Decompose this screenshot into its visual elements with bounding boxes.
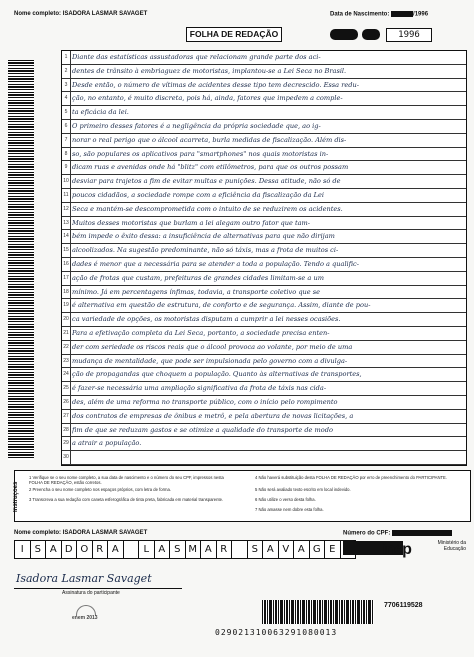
name-cell: S bbox=[30, 540, 47, 559]
line-number: 15 bbox=[62, 244, 71, 257]
instructions-box bbox=[14, 470, 471, 522]
essay-line bbox=[62, 189, 466, 203]
name-cell: O bbox=[76, 540, 93, 559]
name-cell: A bbox=[45, 540, 62, 559]
instructions-title: Instruções bbox=[13, 481, 19, 513]
essay-line bbox=[62, 327, 466, 341]
redaction-block bbox=[330, 29, 358, 40]
line-number: 13 bbox=[62, 217, 71, 230]
name-cell: M bbox=[185, 540, 202, 559]
line-text: mudança de mentalidade, que pode ser impulsionada pelo governo com a divulga- bbox=[72, 356, 348, 365]
essay-line bbox=[62, 217, 466, 231]
signature-line bbox=[14, 588, 182, 589]
line-number: 26 bbox=[62, 396, 71, 409]
line-text: des, além de uma reforma no transporte público, com o início pelo rompimento bbox=[72, 398, 338, 406]
bottom-barcode bbox=[262, 600, 374, 624]
name-cell: A bbox=[200, 540, 217, 559]
essay-line bbox=[62, 299, 466, 313]
line-text: so, são populares os aplicativos para "smartphones" nos quais motoristas in- bbox=[72, 149, 329, 158]
line-text: dicam ruas e avenidas onde há "blitz" com etilômetros, para que os outros possam bbox=[72, 163, 349, 172]
name-cell: I bbox=[14, 540, 31, 559]
line-number: 22 bbox=[62, 341, 71, 354]
essay-line bbox=[62, 175, 466, 189]
line-number: 9 bbox=[62, 161, 71, 174]
signature-label: Assinatura do participante bbox=[62, 590, 120, 596]
line-number: 19 bbox=[62, 299, 71, 312]
barcode-number: 029021310063291080013 bbox=[215, 628, 338, 637]
instruction-item: 4 Não haverá substituição desta FOLHA DE REDAÇÃO por erro de preenchimento do PARTICIPANTE. bbox=[255, 475, 448, 480]
essay-line bbox=[62, 424, 466, 438]
name-cell: S bbox=[169, 540, 186, 559]
essay-line bbox=[62, 92, 466, 106]
line-text: Diante das estatísticas assustadoras que relacionam grande parte dos aci- bbox=[72, 53, 321, 61]
essay-line bbox=[62, 437, 466, 451]
name-label: Nome completo: ISADORA LASMAR SAVAGET bbox=[14, 11, 148, 17]
side-barcode bbox=[8, 60, 34, 460]
essay-line bbox=[62, 244, 466, 258]
name-cell: R bbox=[216, 540, 233, 559]
instruction-item: 2 Preencha o seu nome completo nos espaços próprios, com letra de forma. bbox=[29, 487, 171, 492]
line-text: bém impede o êxito dessa: a insuficiência de alternativas para que não dirijam bbox=[72, 232, 335, 241]
redaction-block bbox=[391, 11, 413, 17]
line-text: ação de frotas que custam, prefeituras de grandes cidades limitam-se a um bbox=[72, 273, 324, 282]
line-number: 29 bbox=[62, 437, 71, 450]
line-text: desviar para trajetos a fim de evitar multas e punições. Dessa atitude, não só de bbox=[72, 177, 341, 186]
line-text: é alternativa em questão de estrutura, de conforto e de segurança. Assim, diante de pou- bbox=[72, 301, 371, 310]
redaction-block bbox=[392, 530, 452, 536]
essay-line bbox=[62, 106, 466, 120]
line-number: 1 bbox=[62, 51, 71, 64]
form-title: FOLHA DE REDAÇÃO bbox=[186, 27, 282, 42]
line-number: 17 bbox=[62, 272, 71, 285]
line-text: ção de propagandas que choquem a população. Quanto às alternativas de transportes, bbox=[72, 370, 362, 379]
line-number: 14 bbox=[62, 230, 71, 243]
name-cell: E bbox=[324, 540, 341, 559]
line-number: 30 bbox=[62, 451, 71, 464]
line-number: 10 bbox=[62, 175, 71, 188]
line-number: 25 bbox=[62, 382, 71, 395]
line-number: 28 bbox=[62, 424, 71, 437]
line-text: poucos cidadãos, a sociedade rompe com a eficiência da fiscalização da Lei bbox=[72, 191, 325, 199]
sheet-number: 7706119528 bbox=[384, 602, 423, 609]
line-text: é fazer-se necessária uma ampliação significativa da frota de táxis nas cida- bbox=[72, 384, 327, 393]
line-number: 8 bbox=[62, 148, 71, 161]
line-number: 16 bbox=[62, 258, 71, 271]
line-number: 12 bbox=[62, 203, 71, 216]
essay-line bbox=[62, 286, 466, 300]
essay-line bbox=[62, 410, 466, 424]
essay-line bbox=[62, 134, 466, 148]
name-value: ISADORA LASMAR SAVAGET bbox=[62, 11, 148, 17]
instruction-item: 6 Não utilize o verso desta folha. bbox=[255, 497, 316, 502]
essay-line bbox=[62, 79, 466, 93]
line-number: 21 bbox=[62, 327, 71, 340]
essay-line bbox=[62, 258, 466, 272]
cpf-label: Número do CPF: bbox=[343, 530, 452, 537]
name-cell: V bbox=[278, 540, 295, 559]
name-cells bbox=[14, 540, 355, 559]
essay-line bbox=[62, 272, 466, 286]
name-cell: A bbox=[154, 540, 171, 559]
line-number: 6 bbox=[62, 120, 71, 133]
code-box: 1996 bbox=[386, 28, 432, 42]
line-number: 3 bbox=[62, 79, 71, 92]
essay-line bbox=[62, 396, 466, 410]
essay-line bbox=[62, 313, 466, 327]
essay-line bbox=[62, 120, 466, 134]
line-number: 27 bbox=[62, 410, 71, 423]
line-number: 5 bbox=[62, 106, 71, 119]
footer-name-label: Nome completo: ISADORA LASMAR SAVAGET bbox=[14, 530, 148, 536]
essay-line bbox=[62, 451, 466, 465]
essay-line bbox=[62, 382, 466, 396]
line-text: alcoolizados. Na sugestão predominante, não só táxis, mas a frota de muitos ci- bbox=[72, 246, 339, 255]
essay-line bbox=[62, 341, 466, 355]
instruction-item: 3 Transcreva a sua redação com caneta esferográfica de tinta preta, fabricada em material transparente. bbox=[29, 497, 224, 502]
birth-date: Data de Nascimento: /1996 bbox=[330, 11, 429, 18]
inep-logo: inep bbox=[382, 541, 411, 558]
line-text bbox=[72, 451, 464, 464]
line-number: 23 bbox=[62, 355, 71, 368]
name-cell: G bbox=[309, 540, 326, 559]
essay-line bbox=[62, 230, 466, 244]
essay-area bbox=[61, 50, 467, 466]
line-text: dentes de trânsito à embriaguez de motoristas, implantou-se a Lei Seca no Brasil. bbox=[72, 66, 347, 75]
essay-line bbox=[62, 368, 466, 382]
enem-logo: enem 2013 bbox=[72, 615, 98, 621]
line-text: ca variedade de opções, os motoristas disputam a cumprir a lei nesses ocasiões. bbox=[72, 315, 341, 324]
line-number: 4 bbox=[62, 92, 71, 105]
line-number: 18 bbox=[62, 286, 71, 299]
essay-line bbox=[62, 51, 466, 65]
line-text: mínimo. Já em percentagens ínfimas, todavia, a transporte coletivo que se bbox=[72, 287, 321, 296]
name-cell: A bbox=[293, 540, 310, 559]
instruction-item: 7 Não amasse nem dobre esta folha. bbox=[255, 507, 324, 512]
line-text: ção, no entanto, é muito discreta, pois há, ainda, fatores que impedem a comple- bbox=[72, 94, 343, 103]
redaction-block bbox=[362, 29, 380, 40]
essay-line bbox=[62, 203, 466, 217]
line-number: 2 bbox=[62, 65, 71, 78]
instruction-item: 1 Verifique se o seu nome completo, a sua data de nascimento e o número do seu CPF, impressos nesta FOLHA DE REDAÇÃO, estão corretos. bbox=[29, 475, 224, 485]
line-text: dos contratos de empresas de ônibus e metrô, e pela abertura de novas licitações, a bbox=[72, 411, 354, 420]
line-text: dades é menor que a necessária para se atender a toda a população. Tendo a qualific- bbox=[72, 260, 359, 268]
essay-line bbox=[62, 355, 466, 369]
essay-line bbox=[62, 65, 466, 79]
name-cell: A bbox=[262, 540, 279, 559]
name-cell: R bbox=[92, 540, 109, 559]
line-text: O primeiro desses fatores é a negligência da própria sociedade que, ao ig- bbox=[72, 122, 321, 130]
name-cell bbox=[231, 540, 248, 559]
line-number: 24 bbox=[62, 368, 71, 381]
name-cell bbox=[123, 540, 140, 559]
line-text: ta eficácia da lei. bbox=[72, 108, 129, 117]
line-text: norar o real perigo que o álcool acarreta, burla medidas de fiscalização. Além dis- bbox=[72, 135, 347, 144]
line-text: Seca e mantém-se descomprometida com o intuito de se reduzirem os acidentes. bbox=[72, 204, 343, 213]
line-text: Para a efetivação completa da Lei Seca, portanto, a sociedade precisa enten- bbox=[72, 329, 330, 337]
line-text: fim de que se reduzam gastos e se otimize a qualidade do transporte de modo bbox=[72, 425, 333, 434]
line-text: a atrair a população. bbox=[72, 439, 142, 448]
line-number: 11 bbox=[62, 189, 71, 202]
instruction-item: 5 Não será avaliado texto escrito em local indevido. bbox=[255, 487, 351, 492]
line-text: der com seriedade os riscos reais que o álcool provoca ao volante, por meio de uma bbox=[72, 342, 353, 351]
line-number: 7 bbox=[62, 134, 71, 147]
essay-line bbox=[62, 161, 466, 175]
essay-line bbox=[62, 148, 466, 162]
line-text: Muitos desses motoristas que burlam a lei alegam outro fator que tam- bbox=[72, 218, 311, 227]
signature: Isadora Lasmar Savaget bbox=[16, 572, 152, 585]
ministry-label: Ministério da Educação bbox=[437, 540, 466, 552]
line-number: 20 bbox=[62, 313, 71, 326]
name-cell: L bbox=[138, 540, 155, 559]
name-cell: A bbox=[107, 540, 124, 559]
name-cell: D bbox=[61, 540, 78, 559]
line-text: Desde então, o número de vítimas de acidentes desse tipo tem decrescido. Essa redu- bbox=[72, 80, 359, 89]
birth-year: 1996 bbox=[414, 11, 429, 18]
name-cell: S bbox=[247, 540, 264, 559]
